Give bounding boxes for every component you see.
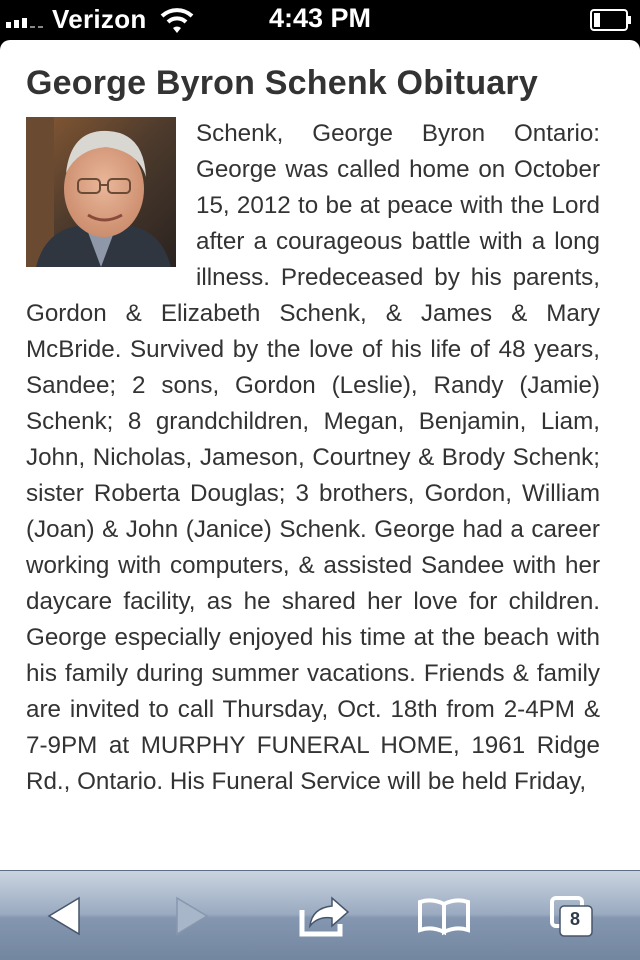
forward-arrow-icon <box>175 896 209 936</box>
browser-toolbar <box>0 870 640 960</box>
bookmarks-button[interactable] <box>414 889 474 943</box>
battery-icon <box>590 9 632 31</box>
obituary-article <box>26 60 600 800</box>
status-time: 4:43 PM <box>268 3 372 33</box>
obituary-body <box>26 116 600 800</box>
bookmarks-icon <box>416 896 472 936</box>
tab-count-badge: 8 <box>569 909 580 929</box>
portrait-photo <box>26 117 176 267</box>
status-bar <box>0 0 640 40</box>
back-button[interactable] <box>34 889 94 943</box>
share-icon <box>296 894 352 938</box>
back-arrow-icon <box>47 896 81 936</box>
obituary-text: Schenk, George Byron Ontario: George was called home on October 15, 2012 to be at peace with the Lord after a courageous battle with a long illness. Predeceased by his parents, Gordon & Elizabeth Schenk, & James & Mary McBride. Survived by the love of his life of 48 years, Sandee; 2 sons, Gordon (Leslie), Randy (Jamie) Schenk; 8 grandchildren, Megan, Benjamin, Liam, John, Nicholas, Jameson, Courtney & Brody Schenk; sister Roberta Douglas; 3 brothers, Gordon, William (Joan) & John (Janice) Schenk. George had a career working with computers, & assisted Sandee with her daycare facility, as he shared her love for children. George especially enjoyed his time at the beach with his family during summer vacations. Friends & family are invited to call Thursday, Oct. 18th from 2-4PM & 7-9PM at MURPHY FUNERAL HOME, 1961 Ridge Rd., Ontario. His Funeral Service will be held Friday, <box>26 120 600 795</box>
carrier-name: Verizon <box>52 4 147 34</box>
share-button[interactable] <box>294 889 354 943</box>
web-page[interactable] <box>0 40 640 870</box>
page-title: George Byron Schenk Obituary <box>26 64 538 102</box>
forward-button[interactable] <box>162 889 222 943</box>
